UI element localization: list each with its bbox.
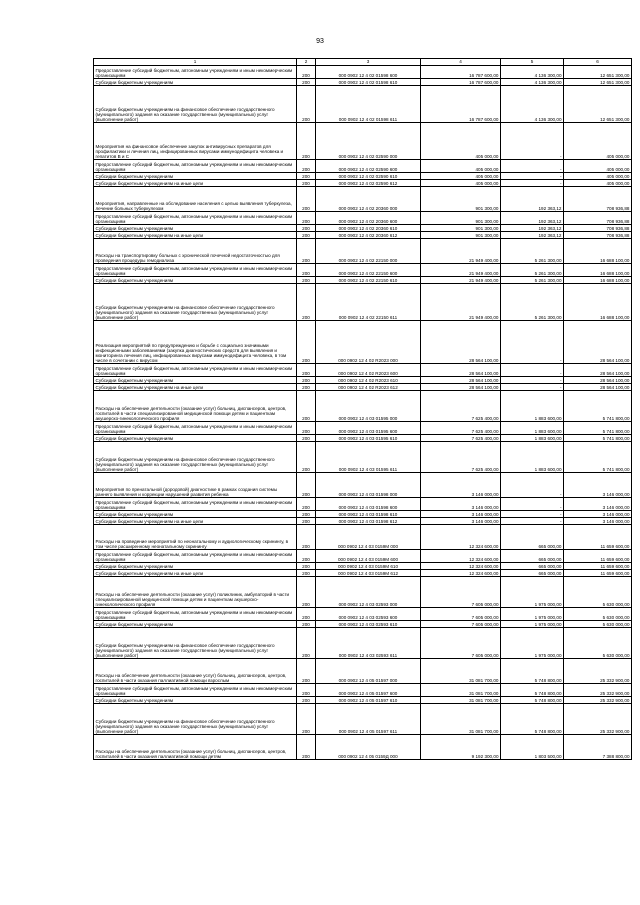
row-remaining-amount: 16 688 100,00 bbox=[564, 239, 632, 264]
row-approved-amount: 31 081 700,00 bbox=[421, 704, 501, 735]
row-executed-amount: - bbox=[501, 498, 564, 511]
row-budget-code: 000 0902 12 4 03 02593 600 bbox=[316, 608, 421, 621]
row-remaining-amount: 12 651 300,00 bbox=[564, 86, 632, 123]
table-row bbox=[94, 659, 632, 684]
table-row bbox=[94, 525, 632, 550]
row-executed-amount: - bbox=[501, 511, 564, 518]
row-budget-code: 000 0902 12 4 03 02593 610 bbox=[316, 621, 421, 628]
row-description: Предоставление субсидий бюджетным, автономным учреждениям и иным некоммерческим организациям bbox=[94, 364, 297, 377]
row-approved-amount: 21 949 400,00 bbox=[421, 277, 501, 284]
row-executed-amount: 4 136 300,00 bbox=[501, 86, 564, 123]
row-description: Предоставление субсидий бюджетным, автономным учреждениям и иным некоммерческим организациям bbox=[94, 422, 297, 435]
row-approved-amount: 405 000,00 bbox=[421, 173, 501, 180]
row-budget-code: 000 0902 12 4 02 20360 612 bbox=[316, 232, 421, 239]
row-description: Субсидии бюджетным учреждениям на финансовое обеспечение государственного (муниципального) задания на оказание государственных (муниципальных) услуг (выполнение работ) bbox=[94, 628, 297, 659]
row-remaining-amount: 5 630 000,00 bbox=[564, 577, 632, 608]
row-approved-amount: 901 300,00 bbox=[421, 212, 501, 225]
row-remaining-amount: 25 332 900,00 bbox=[564, 704, 632, 735]
row-approved-amount: 21 949 400,00 bbox=[421, 264, 501, 277]
row-line-code: 200 bbox=[297, 435, 316, 442]
row-executed-amount: 1 883 600,00 bbox=[501, 391, 564, 422]
row-description: Расходы на обеспечение деятельности (оказание услуг) больниц, диспансеров, центров, госпиталей в части оказания паллиативной помощи взрослым bbox=[94, 659, 297, 684]
row-budget-code: 000 0902 12 4 02 01598 611 bbox=[316, 86, 421, 123]
row-description: Предоставление субсидий бюджетным, автономным учреждениям и иным некоммерческим организациям bbox=[94, 160, 297, 173]
row-line-code: 200 bbox=[297, 391, 316, 422]
row-remaining-amount: 708 936,88 bbox=[564, 187, 632, 212]
row-line-code: 200 bbox=[297, 123, 316, 160]
row-description: Расходы на проведение мероприятий по неонатальному и аудиологическому скринингу, в том числе расширенному неонатальному скринингу bbox=[94, 525, 297, 550]
row-description: Субсидии бюджетным учреждениям bbox=[94, 173, 297, 180]
row-line-code: 200 bbox=[297, 621, 316, 628]
row-executed-amount: 5 748 800,00 bbox=[501, 704, 564, 735]
row-description: Субсидии бюджетным учреждениям на иные цели bbox=[94, 384, 297, 391]
row-description: Субсидии бюджетным учреждениям на финансовое обеспечение государственного (муниципального) задания на оказание государственных (муниципальных) услуг (выполнение работ) bbox=[94, 86, 297, 123]
row-remaining-amount: 7 388 800,00 bbox=[564, 735, 632, 760]
row-line-code: 200 bbox=[297, 511, 316, 518]
row-budget-code: 000 0902 12 4 02 22150 610 bbox=[316, 277, 421, 284]
row-line-code: 200 bbox=[297, 364, 316, 377]
table-row bbox=[94, 123, 632, 160]
table-row bbox=[94, 704, 632, 735]
row-line-code: 200 bbox=[297, 518, 316, 525]
row-budget-code: 000 0902 12 4 03 01598 600 bbox=[316, 498, 421, 511]
table-row bbox=[94, 435, 632, 442]
row-remaining-amount: 5 741 800,00 bbox=[564, 422, 632, 435]
row-description: Предоставление субсидий бюджетным, автономным учреждениям и иным некоммерческим организациям bbox=[94, 66, 297, 79]
row-line-code: 200 bbox=[297, 563, 316, 570]
row-executed-amount: 192 363,12 bbox=[501, 212, 564, 225]
row-description: Предоставление субсидий бюджетным, автономным учреждениям и иным некоммерческим организациям bbox=[94, 212, 297, 225]
row-approved-amount: 9 192 300,00 bbox=[421, 735, 501, 760]
row-executed-amount: - bbox=[501, 473, 564, 498]
row-line-code: 200 bbox=[297, 277, 316, 284]
row-approved-amount: 405 000,00 bbox=[421, 123, 501, 160]
row-approved-amount: 28 564 100,00 bbox=[421, 364, 501, 377]
row-description: Субсидии бюджетным учреждениям на финансовое обеспечение государственного (муниципального) задания на оказание государственных (муниципальных) услуг (выполнение работ) bbox=[94, 284, 297, 321]
row-remaining-amount: 16 688 100,00 bbox=[564, 264, 632, 277]
row-executed-amount: - bbox=[501, 123, 564, 160]
row-line-code: 200 bbox=[297, 225, 316, 232]
row-approved-amount: 3 146 000,00 bbox=[421, 498, 501, 511]
row-approved-amount: 7 625 400,00 bbox=[421, 442, 501, 473]
row-approved-amount: 7 625 400,00 bbox=[421, 422, 501, 435]
row-budget-code: 000 0902 12 4 02 R2023 610 bbox=[316, 377, 421, 384]
row-budget-code: 000 0902 12 4 03 01595 611 bbox=[316, 442, 421, 473]
row-executed-amount: 665 000,00 bbox=[501, 570, 564, 577]
row-approved-amount: 7 605 000,00 bbox=[421, 628, 501, 659]
row-line-code: 200 bbox=[297, 212, 316, 225]
row-executed-amount: 4 136 300,00 bbox=[501, 66, 564, 79]
row-budget-code: 000 0902 12 4 02 02590 610 bbox=[316, 173, 421, 180]
row-remaining-amount: 3 146 000,00 bbox=[564, 498, 632, 511]
row-line-code: 200 bbox=[297, 232, 316, 239]
row-budget-code: 000 0902 12 4 02 02590 612 bbox=[316, 180, 421, 187]
row-remaining-amount: 3 146 000,00 bbox=[564, 518, 632, 525]
row-approved-amount: 3 146 000,00 bbox=[421, 518, 501, 525]
table-row bbox=[94, 79, 632, 86]
row-line-code: 200 bbox=[297, 735, 316, 760]
row-remaining-amount: 16 688 100,00 bbox=[564, 277, 632, 284]
table-row bbox=[94, 377, 632, 384]
row-executed-amount: 5 748 800,00 bbox=[501, 659, 564, 684]
row-budget-code: 000 0902 12 4 05 01597 000 bbox=[316, 659, 421, 684]
row-budget-code: 000 0902 12 4 03 01595 000 bbox=[316, 391, 421, 422]
row-budget-code: 000 0902 12 4 02 R2023 612 bbox=[316, 384, 421, 391]
row-budget-code: 000 0902 12 4 03 0159M 612 bbox=[316, 570, 421, 577]
table-row bbox=[94, 180, 632, 187]
row-line-code: 200 bbox=[297, 86, 316, 123]
row-remaining-amount: 708 936,88 bbox=[564, 212, 632, 225]
row-line-code: 200 bbox=[297, 608, 316, 621]
table-row bbox=[94, 160, 632, 173]
row-remaining-amount: 5 630 000,00 bbox=[564, 628, 632, 659]
row-line-code: 200 bbox=[297, 570, 316, 577]
row-executed-amount: - bbox=[501, 518, 564, 525]
row-description: Расходы на обеспечение деятельности (оказание услуг) больниц, диспансеров, центров, госпиталей в части специализированной медицинской помощи детям и пациенткам акушерско-гинекологического профиля bbox=[94, 391, 297, 422]
row-budget-code: 000 0902 12 4 02 01598 610 bbox=[316, 79, 421, 86]
row-budget-code: 000 0902 12 4 02 01598 600 bbox=[316, 66, 421, 79]
row-approved-amount: 7 605 000,00 bbox=[421, 608, 501, 621]
row-description: Субсидии бюджетным учреждениям на иные цели bbox=[94, 518, 297, 525]
row-description: Расходы на обеспечение деятельности (оказание услуг) больниц, диспансеров, центров, госпиталей в части оказания паллиативной помощи детям bbox=[94, 735, 297, 760]
row-budget-code: 000 0902 12 4 03 0159M 610 bbox=[316, 563, 421, 570]
row-budget-code: 000 0902 12 4 03 02593 611 bbox=[316, 628, 421, 659]
table-row bbox=[94, 321, 632, 364]
row-line-code: 200 bbox=[297, 498, 316, 511]
row-budget-code: 000 0902 12 4 02 20360 000 bbox=[316, 187, 421, 212]
row-budget-code: 000 0902 12 4 02 20360 610 bbox=[316, 225, 421, 232]
row-description: Субсидии бюджетным учреждениям на финансовое обеспечение государственного (муниципального) задания на оказание государственных (муниципальных) услуг (выполнение работ) bbox=[94, 704, 297, 735]
column-header: 4 bbox=[421, 59, 501, 66]
row-line-code: 200 bbox=[297, 173, 316, 180]
row-description: Субсидии бюджетным учреждениям на иные цели bbox=[94, 232, 297, 239]
row-remaining-amount: 405 000,00 bbox=[564, 173, 632, 180]
row-budget-code: 000 0902 12 4 02 R2023 600 bbox=[316, 364, 421, 377]
row-remaining-amount: 16 688 100,00 bbox=[564, 284, 632, 321]
table-row bbox=[94, 550, 632, 563]
row-executed-amount: - bbox=[501, 173, 564, 180]
row-line-code: 200 bbox=[297, 66, 316, 79]
row-line-code: 200 bbox=[297, 525, 316, 550]
row-executed-amount: - bbox=[501, 364, 564, 377]
row-approved-amount: 16 787 600,00 bbox=[421, 66, 501, 79]
row-executed-amount: - bbox=[501, 384, 564, 391]
row-approved-amount: 31 081 700,00 bbox=[421, 684, 501, 697]
row-line-code: 200 bbox=[297, 442, 316, 473]
row-line-code: 200 bbox=[297, 659, 316, 684]
row-remaining-amount: 12 651 300,00 bbox=[564, 66, 632, 79]
table-row bbox=[94, 442, 632, 473]
row-executed-amount: 192 363,12 bbox=[501, 225, 564, 232]
row-executed-amount: 1 883 600,00 bbox=[501, 435, 564, 442]
table-header-row bbox=[94, 59, 632, 66]
row-description: Субсидии бюджетным учреждениям на иные цели bbox=[94, 570, 297, 577]
table-row bbox=[94, 277, 632, 284]
row-description: Мероприятия, направленные на обследование населения с целью выявления туберкулеза, лечение больных туберкулезом bbox=[94, 187, 297, 212]
row-approved-amount: 16 787 600,00 bbox=[421, 86, 501, 123]
row-remaining-amount: 11 659 600,00 bbox=[564, 525, 632, 550]
row-approved-amount: 16 787 600,00 bbox=[421, 79, 501, 86]
row-remaining-amount: 405 000,00 bbox=[564, 123, 632, 160]
table-row bbox=[94, 391, 632, 422]
row-executed-amount: 5 261 300,00 bbox=[501, 264, 564, 277]
row-approved-amount: 28 564 100,00 bbox=[421, 377, 501, 384]
row-approved-amount: 12 324 600,00 bbox=[421, 550, 501, 563]
row-line-code: 200 bbox=[297, 79, 316, 86]
row-remaining-amount: 28 564 100,00 bbox=[564, 321, 632, 364]
table-row bbox=[94, 422, 632, 435]
table-row bbox=[94, 212, 632, 225]
table-row bbox=[94, 384, 632, 391]
row-remaining-amount: 5 741 800,00 bbox=[564, 391, 632, 422]
column-header: 1 bbox=[94, 59, 297, 66]
row-remaining-amount: 708 936,88 bbox=[564, 225, 632, 232]
row-budget-code: 000 0902 12 4 05 0159Д 000 bbox=[316, 735, 421, 760]
row-description: Предоставление субсидий бюджетным, автономным учреждениям и иным некоммерческим организациям bbox=[94, 608, 297, 621]
row-budget-code: 000 0902 12 4 02 22150 000 bbox=[316, 239, 421, 264]
row-remaining-amount: 25 332 900,00 bbox=[564, 697, 632, 704]
row-line-code: 200 bbox=[297, 384, 316, 391]
row-executed-amount: 1 975 000,00 bbox=[501, 577, 564, 608]
row-budget-code: 000 0902 12 4 03 01595 600 bbox=[316, 422, 421, 435]
row-approved-amount: 7 625 400,00 bbox=[421, 391, 501, 422]
row-remaining-amount: 3 146 000,00 bbox=[564, 473, 632, 498]
row-line-code: 200 bbox=[297, 377, 316, 384]
row-executed-amount: 665 000,00 bbox=[501, 550, 564, 563]
row-remaining-amount: 11 659 600,00 bbox=[564, 550, 632, 563]
row-budget-code: 000 0902 12 4 02 22150 600 bbox=[316, 264, 421, 277]
row-remaining-amount: 5 630 000,00 bbox=[564, 608, 632, 621]
table-row bbox=[94, 284, 632, 321]
row-remaining-amount: 405 000,00 bbox=[564, 160, 632, 173]
row-line-code: 200 bbox=[297, 321, 316, 364]
column-header: 6 bbox=[564, 59, 632, 66]
table-row bbox=[94, 621, 632, 628]
row-budget-code: 000 0902 12 4 03 0159M 000 bbox=[316, 525, 421, 550]
row-remaining-amount: 28 564 100,00 bbox=[564, 384, 632, 391]
row-description: Субсидии бюджетным учреждениям bbox=[94, 277, 297, 284]
row-description: Реализация мероприятий по предупреждению и борьбе с социально значимыми инфекционными заболеваниями (закупка диагностических средств для выявления и мониторинга лечения лиц, инфицированных вирусами иммунодефицита человека, в том числе в сочетании с вирусом bbox=[94, 321, 297, 364]
row-approved-amount: 31 081 700,00 bbox=[421, 659, 501, 684]
row-line-code: 200 bbox=[297, 684, 316, 697]
row-remaining-amount: 12 651 300,00 bbox=[564, 79, 632, 86]
table-row bbox=[94, 697, 632, 704]
table-row bbox=[94, 187, 632, 212]
row-approved-amount: 405 000,00 bbox=[421, 160, 501, 173]
table-row bbox=[94, 518, 632, 525]
table-row bbox=[94, 511, 632, 518]
row-remaining-amount: 5 741 800,00 bbox=[564, 442, 632, 473]
row-line-code: 200 bbox=[297, 422, 316, 435]
budget-table bbox=[93, 58, 632, 760]
row-executed-amount: - bbox=[501, 160, 564, 173]
row-approved-amount: 901 300,00 bbox=[421, 232, 501, 239]
row-line-code: 200 bbox=[297, 180, 316, 187]
table-row bbox=[94, 577, 632, 608]
row-line-code: 200 bbox=[297, 239, 316, 264]
row-line-code: 200 bbox=[297, 628, 316, 659]
row-budget-code: 000 0902 12 4 03 01598 000 bbox=[316, 473, 421, 498]
row-budget-code: 000 0902 12 4 05 01597 600 bbox=[316, 684, 421, 697]
row-executed-amount: 1 803 500,00 bbox=[501, 735, 564, 760]
row-description: Субсидии бюджетным учреждениям bbox=[94, 79, 297, 86]
row-line-code: 200 bbox=[297, 160, 316, 173]
row-approved-amount: 405 000,00 bbox=[421, 180, 501, 187]
row-executed-amount: - bbox=[501, 377, 564, 384]
row-budget-code: 000 0902 12 4 03 0159M 600 bbox=[316, 550, 421, 563]
row-remaining-amount: 5 630 000,00 bbox=[564, 621, 632, 628]
column-header: 2 bbox=[297, 59, 316, 66]
row-executed-amount: 5 261 300,00 bbox=[501, 284, 564, 321]
row-budget-code: 000 0902 12 4 02 20360 600 bbox=[316, 212, 421, 225]
row-line-code: 200 bbox=[297, 473, 316, 498]
row-executed-amount: 4 136 300,00 bbox=[501, 79, 564, 86]
row-budget-code: 000 0902 12 4 02 02590 600 bbox=[316, 160, 421, 173]
row-approved-amount: 21 949 400,00 bbox=[421, 284, 501, 321]
row-budget-code: 000 0902 12 4 03 02593 000 bbox=[316, 577, 421, 608]
row-approved-amount: 901 300,00 bbox=[421, 225, 501, 232]
row-approved-amount: 3 146 000,00 bbox=[421, 473, 501, 498]
row-budget-code: 000 0902 12 4 03 01598 610 bbox=[316, 511, 421, 518]
row-description: Предоставление субсидий бюджетным, автономным учреждениям и иным некоммерческим организациям bbox=[94, 684, 297, 697]
row-executed-amount: 1 975 000,00 bbox=[501, 608, 564, 621]
row-budget-code: 000 0902 12 4 02 02590 000 bbox=[316, 123, 421, 160]
row-description: Предоставление субсидий бюджетным, автономным учреждениям и иным некоммерческим организациям bbox=[94, 264, 297, 277]
row-approved-amount: 3 146 000,00 bbox=[421, 511, 501, 518]
row-budget-code: 000 0902 12 4 02 22150 611 bbox=[316, 284, 421, 321]
row-approved-amount: 12 324 600,00 bbox=[421, 563, 501, 570]
row-executed-amount: 1 975 000,00 bbox=[501, 628, 564, 659]
page-number: 93 bbox=[316, 38, 324, 45]
table-row bbox=[94, 563, 632, 570]
row-remaining-amount: 3 146 000,00 bbox=[564, 511, 632, 518]
row-executed-amount: 192 363,12 bbox=[501, 232, 564, 239]
row-description: Субсидии бюджетным учреждениям bbox=[94, 225, 297, 232]
row-remaining-amount: 25 332 900,00 bbox=[564, 659, 632, 684]
row-approved-amount: 7 605 000,00 bbox=[421, 621, 501, 628]
row-remaining-amount: 708 936,88 bbox=[564, 232, 632, 239]
table-row bbox=[94, 239, 632, 264]
row-remaining-amount: 11 659 600,00 bbox=[564, 570, 632, 577]
row-description: Субсидии бюджетным учреждениям bbox=[94, 697, 297, 704]
table-row bbox=[94, 473, 632, 498]
table-row bbox=[94, 66, 632, 79]
column-header: 3 bbox=[316, 59, 421, 66]
row-description: Предоставление субсидий бюджетным, автономным учреждениям и иным некоммерческим организациям bbox=[94, 550, 297, 563]
row-description: Субсидии бюджетным учреждениям bbox=[94, 563, 297, 570]
row-budget-code: 000 0902 12 4 03 01595 610 bbox=[316, 435, 421, 442]
row-budget-code: 000 0902 12 4 05 01597 610 bbox=[316, 697, 421, 704]
column-header: 5 bbox=[501, 59, 564, 66]
table-row bbox=[94, 684, 632, 697]
row-executed-amount: 665 000,00 bbox=[501, 525, 564, 550]
table-row bbox=[94, 86, 632, 123]
row-approved-amount: 28 564 100,00 bbox=[421, 384, 501, 391]
table-row bbox=[94, 628, 632, 659]
row-description: Субсидии бюджетным учреждениям bbox=[94, 511, 297, 518]
row-remaining-amount: 5 741 800,00 bbox=[564, 435, 632, 442]
row-line-code: 200 bbox=[297, 187, 316, 212]
row-budget-code: 000 0902 12 4 03 01598 612 bbox=[316, 518, 421, 525]
row-executed-amount: - bbox=[501, 180, 564, 187]
row-approved-amount: 31 081 700,00 bbox=[421, 697, 501, 704]
row-line-code: 200 bbox=[297, 577, 316, 608]
row-executed-amount: 5 748 800,00 bbox=[501, 697, 564, 704]
row-description: Субсидии бюджетным учреждениям bbox=[94, 435, 297, 442]
row-description: Мероприятия на финансовое обеспечение закупок антивирусных препаратов для профилактики и лечения лиц, инфицированных вирусами иммунодефицита человека и гепатитов В и С bbox=[94, 123, 297, 160]
row-line-code: 200 bbox=[297, 284, 316, 321]
row-remaining-amount: 28 564 100,00 bbox=[564, 377, 632, 384]
row-executed-amount: 665 000,00 bbox=[501, 563, 564, 570]
row-description: Расходы на транспортировку больных с хронической почечной недостаточностью для проведения процедуры гемодиализа bbox=[94, 239, 297, 264]
table-row bbox=[94, 232, 632, 239]
row-approved-amount: 12 324 600,00 bbox=[421, 570, 501, 577]
row-approved-amount: 28 564 100,00 bbox=[421, 321, 501, 364]
table-row bbox=[94, 735, 632, 760]
row-approved-amount: 7 625 400,00 bbox=[421, 435, 501, 442]
row-approved-amount: 901 300,00 bbox=[421, 187, 501, 212]
table-row bbox=[94, 498, 632, 511]
row-executed-amount: 1 975 000,00 bbox=[501, 621, 564, 628]
row-budget-code: 000 0902 12 4 05 01597 611 bbox=[316, 704, 421, 735]
row-executed-amount: 192 363,12 bbox=[501, 187, 564, 212]
row-description: Субсидии бюджетным учреждениям на финансовое обеспечение государственного (муниципального) задания на оказание государственных (муниципальных) услуг (выполнение работ) bbox=[94, 442, 297, 473]
row-description: Субсидии бюджетным учреждениям на иные цели bbox=[94, 180, 297, 187]
row-executed-amount: 5 261 300,00 bbox=[501, 277, 564, 284]
row-remaining-amount: 25 332 900,00 bbox=[564, 684, 632, 697]
row-description: Расходы на обеспечение деятельности (оказание услуг) поликлиник, амбулаторий в части специализированной медицинской помощи детям и пациенткам акушерско-гинекологического профиля bbox=[94, 577, 297, 608]
row-description: Субсидии бюджетным учреждениям bbox=[94, 377, 297, 384]
table-row bbox=[94, 570, 632, 577]
row-budget-code: 000 0902 12 4 02 R2023 000 bbox=[316, 321, 421, 364]
table-row bbox=[94, 173, 632, 180]
row-remaining-amount: 28 564 100,00 bbox=[564, 364, 632, 377]
row-line-code: 200 bbox=[297, 550, 316, 563]
table-row bbox=[94, 225, 632, 232]
row-executed-amount: - bbox=[501, 321, 564, 364]
row-line-code: 200 bbox=[297, 697, 316, 704]
row-remaining-amount: 11 659 600,00 bbox=[564, 563, 632, 570]
table-row bbox=[94, 264, 632, 277]
row-description: Предоставление субсидий бюджетным, автономным учреждениям и иным некоммерческим организациям bbox=[94, 498, 297, 511]
row-remaining-amount: 405 000,00 bbox=[564, 180, 632, 187]
row-description: Субсидии бюджетным учреждениям bbox=[94, 621, 297, 628]
row-line-code: 200 bbox=[297, 704, 316, 735]
row-executed-amount: 1 883 600,00 bbox=[501, 422, 564, 435]
row-description: Мероприятия по пренатальной (дородовой) диагностике в рамках создания системы раннего выявления и коррекции нарушений развития ребенка bbox=[94, 473, 297, 498]
row-executed-amount: 1 883 600,00 bbox=[501, 442, 564, 473]
row-approved-amount: 12 324 600,00 bbox=[421, 525, 501, 550]
row-executed-amount: 5 261 300,00 bbox=[501, 239, 564, 264]
row-line-code: 200 bbox=[297, 264, 316, 277]
row-executed-amount: 5 748 800,00 bbox=[501, 684, 564, 697]
table-row bbox=[94, 608, 632, 621]
row-approved-amount: 7 605 000,00 bbox=[421, 577, 501, 608]
row-approved-amount: 21 949 400,00 bbox=[421, 239, 501, 264]
table-row bbox=[94, 364, 632, 377]
